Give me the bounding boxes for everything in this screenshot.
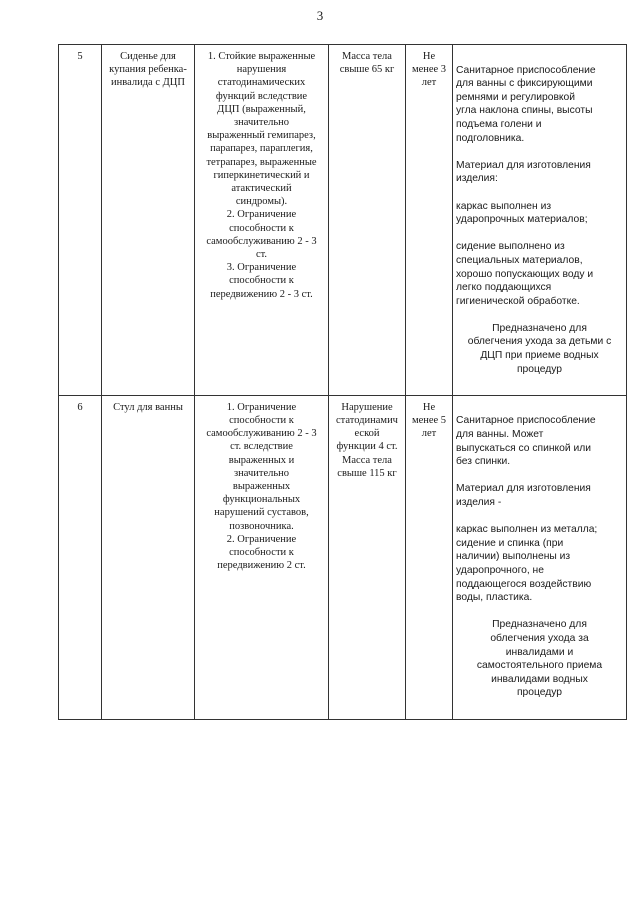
aid-description xyxy=(453,45,627,396)
usage-term: Не менее 5 лет xyxy=(406,395,453,719)
table-row xyxy=(59,45,627,396)
row-number: 6 xyxy=(59,395,102,719)
aid-name: Стул для ванны xyxy=(102,395,195,719)
description-paragraph: Санитарное приспособление для ванны с фиксирующими ремнями и регулировкой угла наклона спины, высоты подъема голени и подголовника. xyxy=(456,64,596,144)
description-paragraph: каркас выполнен из ударопрочных материалов; xyxy=(456,200,588,226)
purpose-text: Предназначено для облегчения ухода за детьми с ДЦП при приеме водных процедур xyxy=(467,322,612,375)
medical-indications: 1. Ограничение способности к самообслуживанию 2 - 3 ст. вследствие выраженных и значительно выраженных функциональных нарушений суставов, позвоночника. 2. Ограничение способности к передвижению 2 ст. xyxy=(195,395,329,719)
page-number: 3 xyxy=(316,8,324,23)
purpose-text: Предназначено для облегчения ухода за инвалидами и самостоятельного приема инвалидами водных процедур xyxy=(476,619,603,699)
aid-description xyxy=(453,395,627,719)
usage-term: Не менее 3 лет xyxy=(406,45,453,396)
description-paragraph: Санитарное приспособление для ванны. Может выпускаться со спинкой или без спинки. xyxy=(456,415,596,468)
medical-indications: 1. Стойкие выраженные нарушения статодинамических функций вследствие ДЦП (выраженный, значительно выраженный гемипарез, парапарез, параплегия, тетрапарез, выраженные гиперкинетический и атактический синдромы). 2. Ограничение способности к самообслуживанию 2 - 3 ст. 3. Ограничение способности к передвижению 2 - 3 ст. xyxy=(195,45,329,396)
aids-table xyxy=(58,44,627,720)
description-paragraph: Материал для изготовления изделия - xyxy=(456,483,591,508)
contraindications: Нарушение статодинамич еской функции 4 ст. Масса тела свыше 115 кг xyxy=(329,395,406,719)
description-paragraph: Материал для изготовления изделия: xyxy=(456,159,591,185)
contraindications: Масса тела свыше 65 кг xyxy=(329,45,406,396)
table-row xyxy=(59,395,627,719)
description-paragraph: сидение выполнено из специальных материалов, хорошо попускающих воду и легко поддающихся гигиенической обработке. xyxy=(456,241,594,307)
aid-name: Сиденье для купания ребенка- инвалида с ДЦП xyxy=(102,45,195,396)
row-number: 5 xyxy=(59,45,102,396)
description-paragraph: каркас выполнен из металла; сидение и спинка (при наличии) выполнены из ударопрочного, не поддающегося воздействию воды, пластика. xyxy=(456,524,598,604)
